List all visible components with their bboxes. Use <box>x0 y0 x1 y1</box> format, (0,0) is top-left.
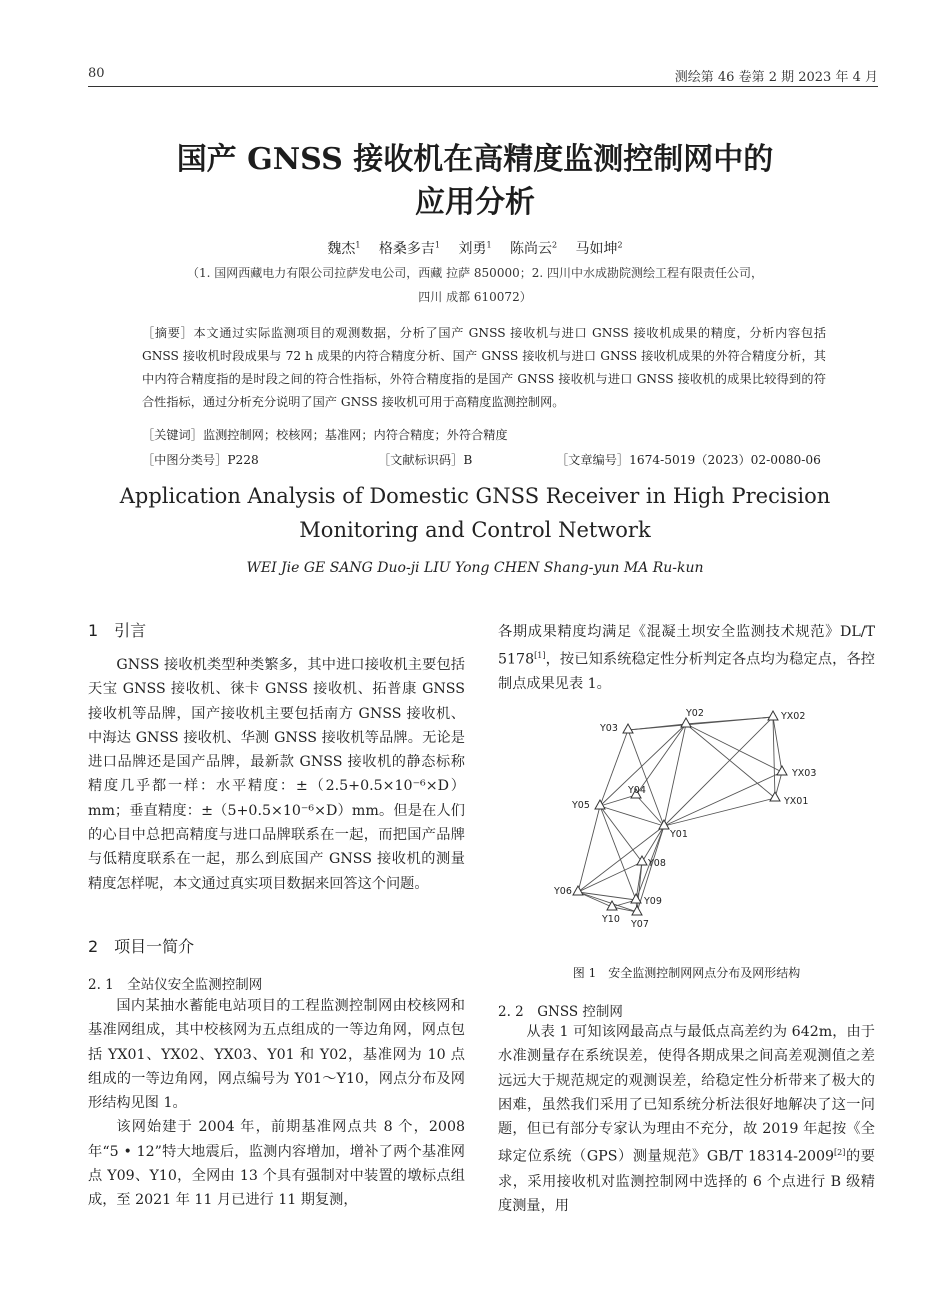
author: 马如坤$^2$ <box>575 240 623 257</box>
abstract <box>142 322 826 414</box>
point-label: Y10 <box>602 914 620 925</box>
header-rule <box>88 86 878 87</box>
author: 格桑多吉$^1$ <box>378 240 440 257</box>
point-label: YX01 <box>784 796 809 807</box>
point-label: Y05 <box>572 800 590 811</box>
point-marker <box>770 792 780 801</box>
english-title-line1: Application Analysis of Domestic GNSS Receiver in High Precision <box>119 484 831 508</box>
keywords <box>142 426 508 443</box>
affiliation-line2: 四川 成都 610072） <box>418 290 532 304</box>
english-authors: WEI Jie GE SANG Duo-ji LIU Yong CHEN Shang-yun MA Ru-kun <box>246 560 704 576</box>
keywords-label: ［关键词］ <box>142 428 203 442</box>
point-label: Y02 <box>686 708 704 719</box>
section-1-heading: 1 引言 <box>88 621 147 640</box>
point-label: Y03 <box>600 723 618 734</box>
point-marker <box>681 718 691 727</box>
section-2-2-body: 从表 1 可知该网最高点与最低点高差约为 642m，由于水准测量存在系统误差，使得各期成果之间高差观测值之差远远大于规范规定的观测误差，给稳定性分析带来了极大的困难，虽然我们采用了已知系统分析法很好地解决了这一问题，但已有部分专家认为理由不充分，故 2019 年起按《全球定位系统（GPS）测量规范》GB/T 18314-2009[2]的要求，采用接收机对监测控制网中选择的 6 个点进行 B 级精度测量，用 <box>498 1024 875 1214</box>
article-number: ［文章编号］1674-5019（2023）02-0080-06 <box>556 453 821 467</box>
paper-title-line1: 国产 GNSS 接收机在高精度监测控制网中的 <box>176 142 774 177</box>
section-2-1-body: 国内某抽水蓄能电站项目的工程监测控制网由校核网和基准网组成，其中校核网为五点组成的一等边角网，网点包括 YX01、YX02、YX03、Y01 和 Y02，基准网为 10 点组成的一等边角网，网点编号为 Y01～Y10，网点分布及网形结构见图 1。 该网始建于 2004 年，前期基准网点共 8 个，2008 年“5 • 12”特大地震后，监测内容增加，增补了两个基准网点 Y09、Y10，全网由 13 个具有强制对中装置的墩标点组成，至 2021 年 11 月已进行 11 期复测， <box>88 998 465 1209</box>
point-label: YX02 <box>781 711 806 722</box>
point-label: Y06 <box>554 886 572 897</box>
affiliation-line1: （1. 国网西藏电力有限公司拉萨发电公司，西藏 拉萨 850000；2. 四川中水成勘院测绘工程有限责任公司， <box>187 266 763 280</box>
point-label: Y07 <box>631 919 649 930</box>
point-label: Y09 <box>644 896 662 907</box>
point-label: Y08 <box>648 858 666 869</box>
point-marker <box>768 711 778 720</box>
point-marker <box>631 894 641 903</box>
author-list <box>0 238 950 258</box>
network-figure <box>540 700 840 935</box>
keywords-text: 监测控制网；校核网；基准网；内符合精度；外符合精度 <box>202 428 508 442</box>
right-column-continuation: 各期成果精度均满足《混凝土坝安全监测技术规范》DL/T 5178[1]，按已知系统稳定性分析判定各点均为稳定点，各控制点成果见表 1。 <box>498 624 875 693</box>
section-2-2-heading: 2. 2 GNSS 控制网 <box>498 1004 623 1020</box>
abstract-text: 本文通过实际监测项目的观测数据，分析了国产 GNSS 接收机与进口 GNSS 接收机成果的精度，分析内容包括 GNSS 接收机时段成果与 72 h 成果的内符合精度分析、国产 GNSS 接收机与进口 GNSS 接收机成果的外符合精度分析，其中内符合精度指的是时段之间的符合性指标，外符合精度指的是国产 GNSS 接收机与进口 GNSS 接收机的成果比较得到的符合性指标，通过分析充分说明了国产 GNSS 接收机可用于高精度监测控制网。 <box>142 326 827 409</box>
section-1-paragraph: GNSS 接收机类型种类繁多，其中进口接收机主要包括天宝 GNSS 接收机、徕卡 GNSS 接收机、拓普康 GNSS 接收机等品牌，国产接收机主要包括南方 GNSS 接收机、中海达 GNSS 接收机、华测 GNSS 接收机等品牌。无论是进口品牌还是国产品牌，最新款 GNSS 接收机的静态标称精度几乎都一样：水平精度：±（2.5+0.5×10⁻⁶×D）mm；垂直精度：±（5+0.5×10⁻⁶×D）mm。但是在人们的心目中总把高精度与进口品牌联系在一起，而把国产品牌与低精度联系在一起，那么到底国产 GNSS 接收机的测量精度怎样呢，本文通过真实项目数据来回答这个问题。 <box>88 657 465 892</box>
point-label: YX03 <box>792 768 817 779</box>
abstract-label: ［摘要］ <box>142 326 194 340</box>
clc-number: ［中图分类号］P228 <box>142 453 259 467</box>
point-label: Y01 <box>670 829 688 840</box>
point-label: Y04 <box>628 785 646 796</box>
figure-1-caption: 图 1 安全监测控制网网点分布及网形结构 <box>572 966 801 980</box>
author: 魏杰$^1$ <box>327 240 361 257</box>
author: 陈尚云$^2$ <box>510 240 558 257</box>
page-number: 80 <box>88 66 105 81</box>
document-code: ［文献标识码］B <box>378 453 473 467</box>
point-marker <box>623 724 633 733</box>
author: 刘勇$^1$ <box>458 240 492 257</box>
section-2-heading: 2 项目一简介 <box>88 937 195 956</box>
english-title-line2: Monitoring and Control Network <box>299 518 651 542</box>
paper-title-line2: 应用分析 <box>415 185 535 220</box>
network-lines <box>578 717 782 912</box>
section-2-1-heading: 2. 1 全站仪安全监测控制网 <box>88 977 263 993</box>
journal-info: 测绘第 46 卷第 2 期 2023 年 4 月 <box>674 70 878 85</box>
